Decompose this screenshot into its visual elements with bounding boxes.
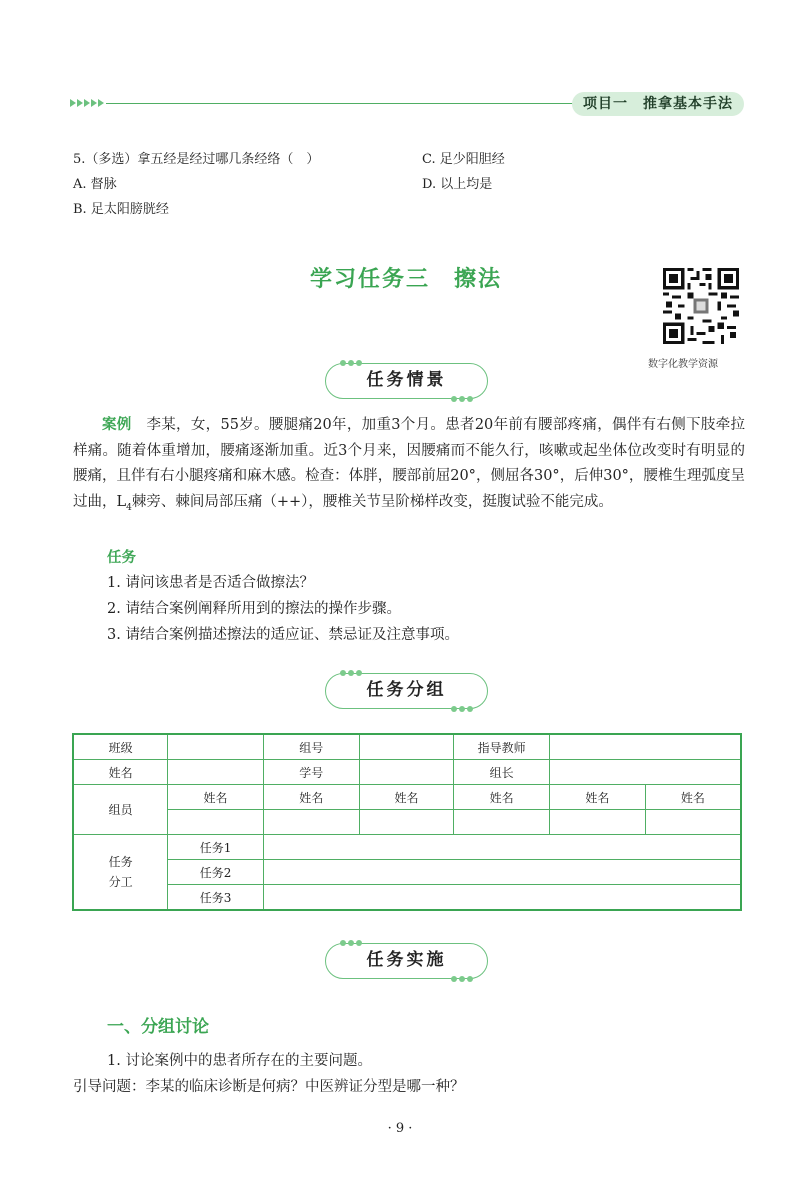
banner-dots-decoration: [451, 396, 473, 402]
member-name-header: 姓名: [454, 785, 550, 810]
member-name-field[interactable]: [263, 810, 359, 835]
task-item-3: 3. 请结合案例描述擦法的适应证、禁忌证及注意事项。: [107, 627, 459, 643]
banner-task-group: [325, 673, 488, 709]
qr-code-icon[interactable]: [663, 268, 739, 344]
task-item-1: 1. 请问该患者是否适合做擦法？: [107, 575, 314, 591]
task-1-label: 任务1: [168, 835, 264, 860]
question-5-option-c: C. 足少阳胆经: [422, 152, 505, 167]
banner-dots-decoration: [451, 706, 473, 712]
question-5-stem: 5.（多选）拿五经是经过哪几条经络（ ）: [73, 152, 320, 167]
qr-caption: 数字化教学资源: [648, 359, 718, 370]
case-subscript: 4: [126, 502, 132, 513]
member-name-header: 姓名: [263, 785, 359, 810]
name-label: 姓名: [73, 760, 168, 785]
banner-task-scene: [325, 363, 488, 399]
task-2-field[interactable]: [263, 860, 741, 885]
task-1-field[interactable]: [263, 835, 741, 860]
member-name-header: 姓名: [645, 785, 741, 810]
group-no-label: 组号: [263, 734, 359, 760]
division-label: [73, 835, 168, 911]
task-3-field[interactable]: [263, 885, 741, 911]
member-name-header: 姓名: [168, 785, 264, 810]
division-label-line2: 分工: [108, 875, 133, 889]
chapter-tab: 项目一 推拿基本手法: [572, 92, 744, 116]
member-name-field[interactable]: [645, 810, 741, 835]
class-field[interactable]: [168, 734, 264, 760]
name-field[interactable]: [168, 760, 264, 785]
student-no-field[interactable]: [359, 760, 454, 785]
member-name-header: 姓名: [359, 785, 454, 810]
task-item-2: 2. 请结合案例阐释所用到的擦法的操作步骤。: [107, 601, 401, 617]
header-arrows-decoration: [70, 99, 104, 107]
case-label: 案例: [102, 417, 132, 433]
banner-dots-decoration: [451, 976, 473, 982]
task-3-label: 任务3: [168, 885, 264, 911]
task-2-label: 任务2: [168, 860, 264, 885]
group-table: [72, 733, 742, 911]
banner-task-group-label: 任务分组: [366, 680, 447, 700]
guide-question: 引导问题：李某的临床诊断是何病？中医辨证分型是哪一种？: [73, 1079, 465, 1095]
teacher-label: 指导教师: [454, 734, 550, 760]
page-number: · 9 ·: [387, 1121, 413, 1136]
question-5-option-b: B. 足太阳膀胱经: [73, 202, 169, 217]
members-label: 组员: [73, 785, 168, 835]
banner-task-scene-label: 任务情景: [366, 370, 447, 390]
student-no-label: 学号: [263, 760, 359, 785]
member-name-field[interactable]: [550, 810, 646, 835]
case-text-part2: 棘旁、棘间局部压痛（++），腰椎关节呈阶梯样改变，挺腹试验不能完成。: [131, 493, 613, 510]
question-5-option-a: A. 督脉: [73, 177, 117, 192]
member-name-field[interactable]: [359, 810, 454, 835]
teacher-field[interactable]: [550, 734, 741, 760]
member-name-field[interactable]: [454, 810, 550, 835]
case-text-part1: 李某，女，55岁。腰腿痛20年，加重3个月。患者20年前有腰部疼痛，偶伴有右侧下肢牵拉样痛。随着体重增加，腰痛逐渐加重。近3个月来，因腰痛而不能久行，咳嗽或起坐体位改变时有明显的腰痛，且伴有右小腿疼痛和麻木感。检查：体胖，腰部前屈20°，侧屈各30°，后伸30°，腰椎生理弧度呈过曲，L: [73, 417, 746, 510]
discussion-item-1: 1. 讨论案例中的患者所存在的主要问题。: [107, 1053, 372, 1069]
section-title: 学习任务三 擦法: [310, 267, 503, 292]
group-no-field[interactable]: [359, 734, 454, 760]
leader-label: 组长: [454, 760, 550, 785]
class-label: 班级: [73, 734, 168, 760]
member-name-header: 姓名: [550, 785, 646, 810]
leader-field[interactable]: [550, 760, 741, 785]
division-label-line1: 任务: [108, 855, 133, 869]
discussion-heading: 一、分组讨论: [107, 1017, 209, 1037]
question-5-option-d: D. 以上均是: [422, 177, 493, 192]
header-rule: [106, 103, 576, 104]
banner-task-implement-label: 任务实施: [366, 950, 447, 970]
banner-task-implement: [325, 943, 488, 979]
member-name-field[interactable]: [168, 810, 264, 835]
case-paragraph: [73, 413, 745, 521]
task-label: 任务: [107, 550, 136, 566]
